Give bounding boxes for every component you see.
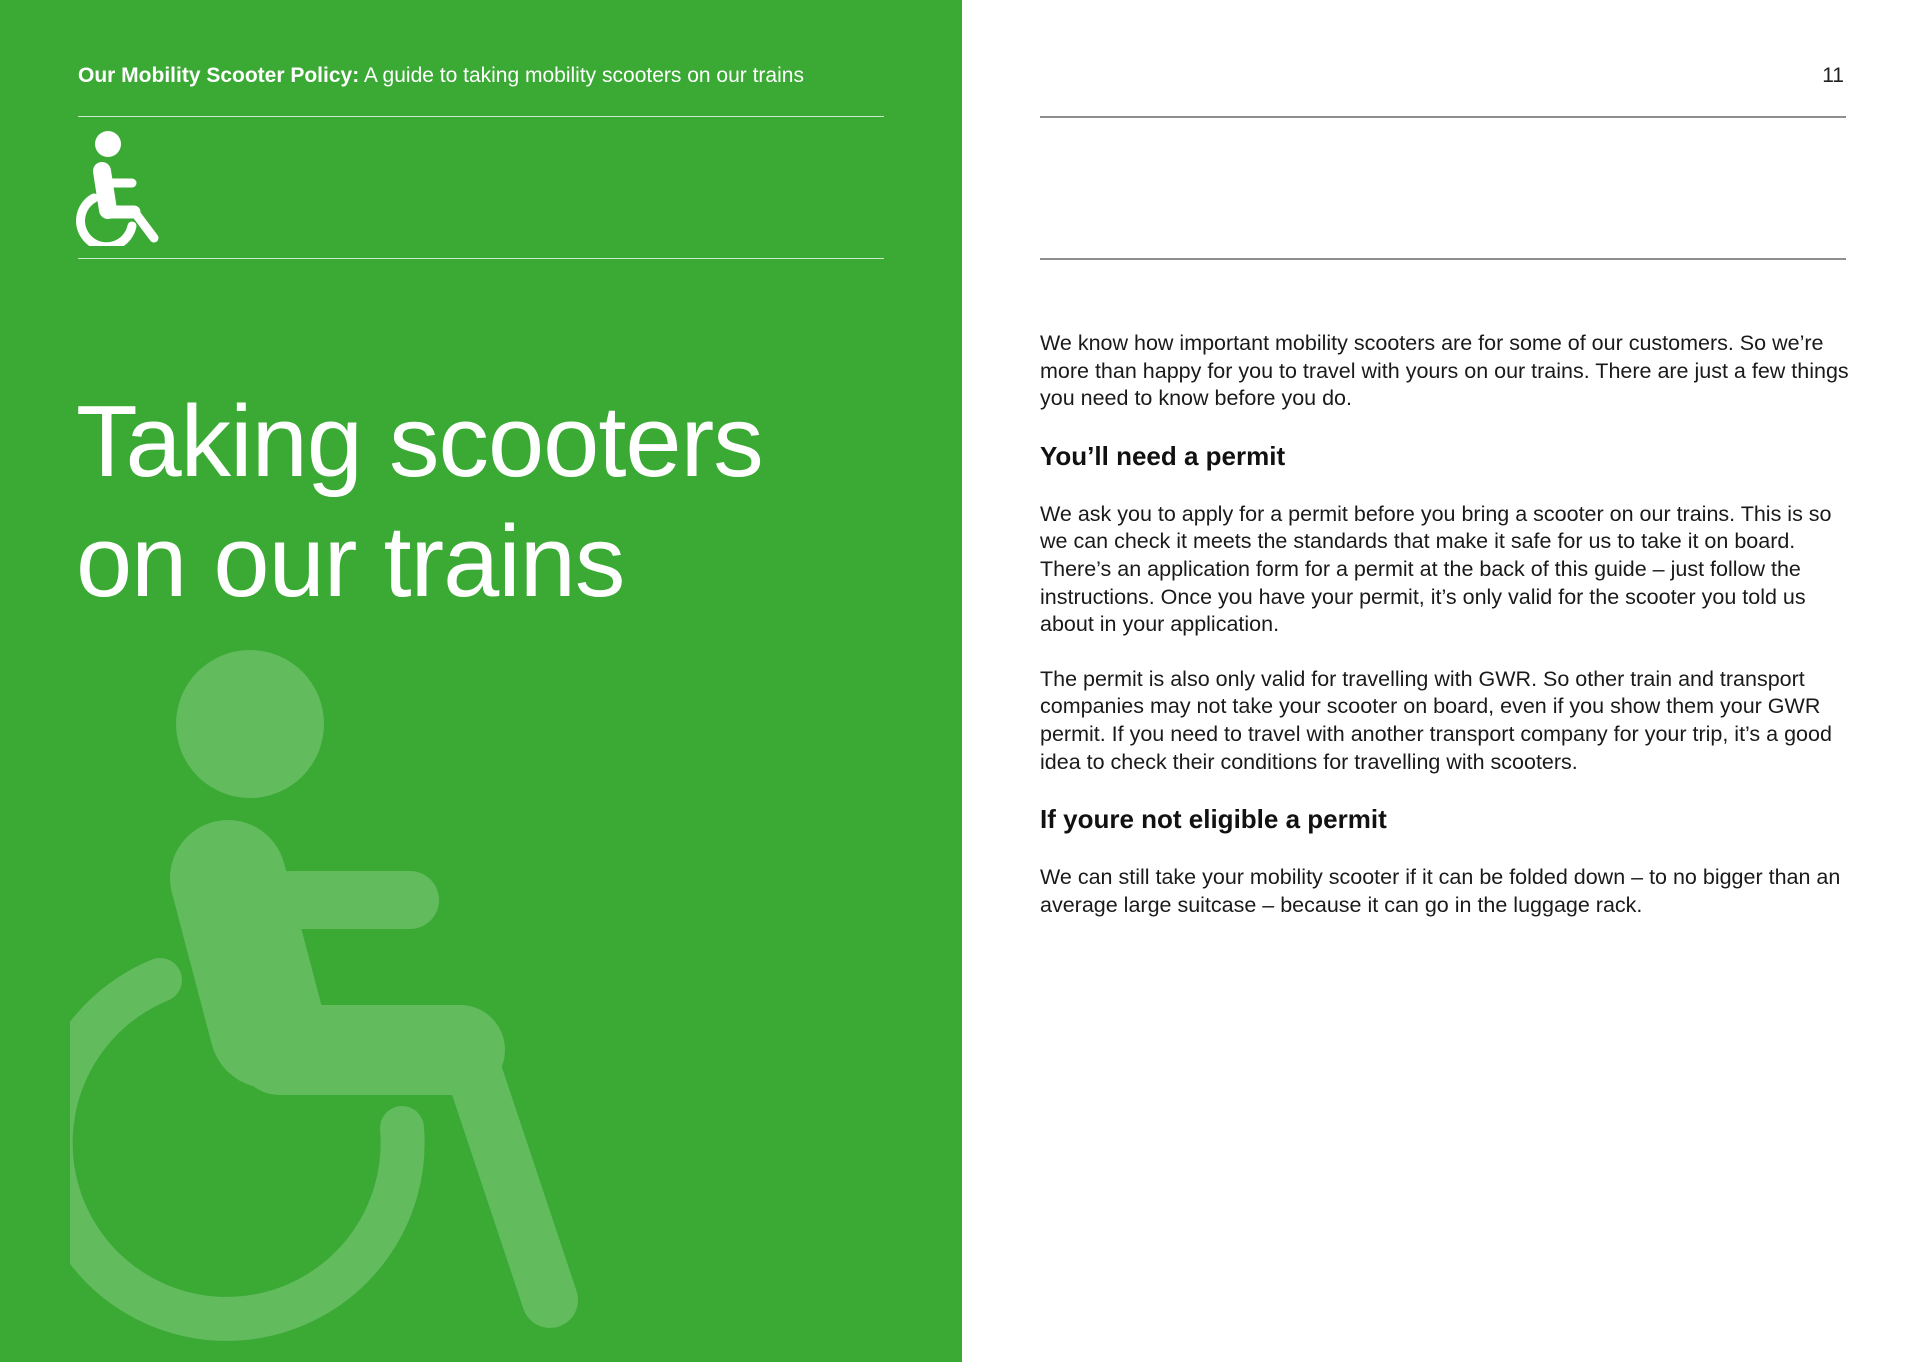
page-title-line-2: on our trains xyxy=(76,505,625,618)
icon-divider xyxy=(78,258,884,259)
section-heading-not-eligible: If youre not eligible a permit xyxy=(1040,804,1387,835)
not-eligible-paragraph: We can still take your mobility scooter if it can be folded down – to no bigger than an average large suitcase – because it can go in the luggage rack. xyxy=(1040,865,1841,917)
document-header xyxy=(78,62,898,90)
wheelchair-icon xyxy=(74,130,164,246)
section-heading-permit: You’ll need a permit xyxy=(1040,440,1286,471)
right-top-divider xyxy=(1040,116,1846,118)
large-wheelchair-icon xyxy=(70,640,590,1360)
header-title-subtitle: A guide to taking mobility scooters on our trains xyxy=(359,64,804,87)
page-number: 11 xyxy=(1822,64,1844,87)
article-body xyxy=(1040,330,1852,946)
page-title xyxy=(76,382,936,622)
header-divider xyxy=(78,116,884,117)
permit-paragraph-2: The permit is also only valid for travelling with GWR. So other train and transport companies may not take your scooter on board, even if you show them your GWR permit. If you need to travel with another transport company for your trip, it’s a good idea to check their conditions for travelling with scooters. xyxy=(1040,666,1832,774)
page-title-line-1: Taking scooters xyxy=(76,385,763,498)
header-title-bold: Our Mobility Scooter Policy: xyxy=(78,64,360,87)
intro-paragraph: We know how important mobility scooters are for some of our customers. So we’re more than happy for you to travel with yours on our trains. There are just a few things you need to know before you do. xyxy=(1040,331,1849,411)
permit-paragraph-1: We ask you to apply for a permit before you bring a scooter on our trains. This is so we can check it meets the standards that make it safe for us to take it on board. There’s an application form for a permit at the back of this guide – just follow the instructions. Once you have your permit, it’s only valid for the scooter you told us about in your application. xyxy=(1040,501,1832,637)
right-second-divider xyxy=(1040,258,1846,260)
